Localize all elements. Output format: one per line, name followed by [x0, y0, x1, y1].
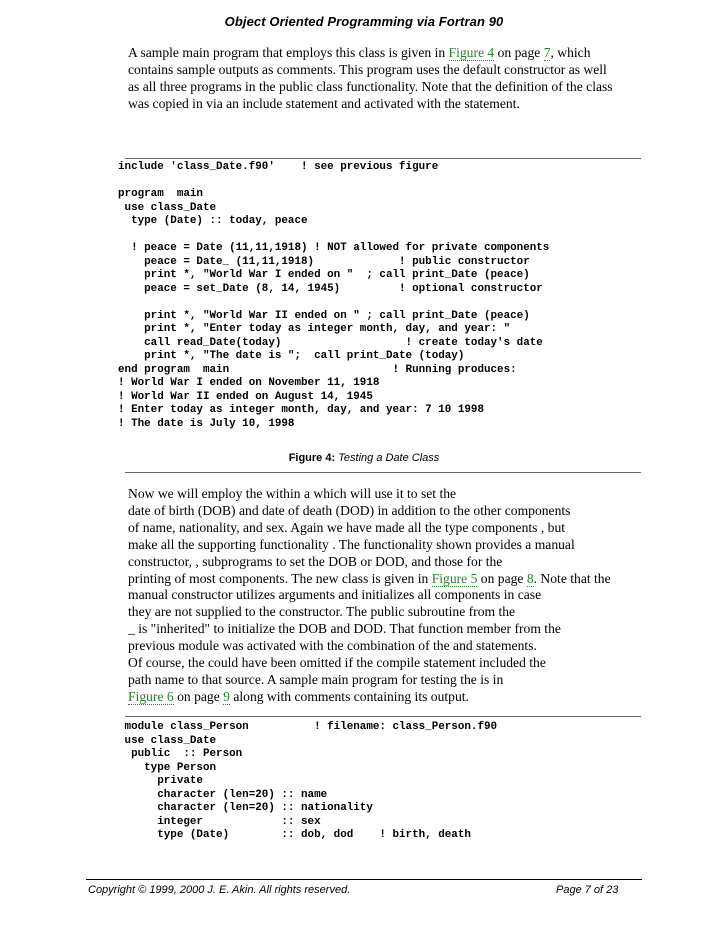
copyright-notice: Copyright © 1999, 2000 J. E. Akin. All rights reserved. — [88, 884, 351, 896]
divider-rule — [125, 716, 641, 717]
text-line: Now we will employ the within a which will use it to set the — [128, 486, 457, 501]
text-span: , which — [550, 45, 591, 60]
person-class-paragraph — [128, 486, 648, 706]
text-line: previous module was activated with the combination of the and statements. — [128, 638, 537, 654]
text-span: along with comments containing its output. — [229, 688, 469, 704]
date-test-code-listing: include 'class_Date.f90' ! see previous figure program main use class_Date type (Date) :: today, peace ! peace = Date (11,11,1918) ! NOT allowed for private components peace = Date_ (11,11,1918) ! public constructor print *, "World War I ended on " ; call print_Date (peace) peace = set_Date (8, 14, 1945) ! optional constructor print *, "World War II ended on " ; call print_Date (peace) print *, "Enter today as integer month, day, and year: " call read_Date(today) ! create today's date print *, "The date is "; call print_Date (today) end program main ! Running produces: ! World War I ended on November 11, 1918 ! World War II ended on August 14, 1945 ! Enter today as integer month, day, and year: 7 10 1998 ! The date is July 10, 1998 — [118, 161, 550, 430]
text-line: was copied in via an include statement and activated with the statement. — [128, 96, 520, 111]
text-line: path name to that source. A sample main program for testing the is in — [128, 671, 504, 687]
text-line: they are not supplied to the constructor. The public subroutine from the — [128, 604, 516, 620]
text-line: make all the supporting functionality . The functionality shown provides a manual — [128, 536, 575, 552]
figure-5-link[interactable]: Figure 5 — [431, 570, 478, 586]
text-span: printing of most components. The new class is given in — [128, 570, 432, 586]
footer-rule — [86, 879, 642, 880]
text-span: . Note that the — [533, 570, 611, 586]
text-line: date of birth (DOB) and date of death (DOD) in addition to the other components — [128, 502, 571, 518]
caption-label: Figure 4: — [288, 452, 336, 464]
figure-4-caption — [0, 452, 728, 464]
text-line: of name, nationality, and sex. Again we have made all the type components , but — [128, 519, 566, 535]
figure-4-link[interactable]: Figure 4 — [448, 45, 495, 60]
divider-rule — [125, 158, 641, 159]
text-span: on page — [494, 45, 544, 60]
intro-paragraph — [128, 44, 648, 112]
person-class-code-listing: module class_Person ! filename: class_Person.f90 use class_Date public :: Person type Person private character (len=20) :: name character (len=20) :: nationality integer :: sex type (Date) :: dob, dod ! birth, death — [124, 721, 498, 841]
divider-rule — [125, 472, 641, 473]
text-line: contains sample outputs as comments. This program uses the default constructor as well — [128, 62, 607, 77]
text-span: on page — [173, 688, 224, 704]
text-line: manual constructor utilizes arguments and initializes all components in case — [128, 587, 542, 603]
figure-6-link[interactable]: Figure 6 — [128, 688, 174, 704]
text-line: constructor, , subprograms to set the DOB or DOD, and those for the — [128, 553, 503, 569]
page-8-link[interactable]: 8 — [526, 570, 534, 586]
text-span: A sample main program that employs this class is given in — [128, 45, 449, 60]
text-span: on page — [477, 570, 527, 586]
running-header: Object Oriented Programming via Fortran 90 — [224, 14, 504, 29]
page-7-link[interactable]: 7 — [543, 45, 551, 60]
page-9-link[interactable]: 9 — [223, 688, 230, 704]
text-line: _ is "inherited" to initialize the DOB and DOD. That function member from the — [128, 621, 561, 637]
text-line: as all three programs in the public class functionality. Note that the definition of the class — [128, 79, 613, 94]
page-number: Page 7 of 23 — [556, 884, 619, 896]
caption-title: Testing a Date Class — [338, 452, 440, 464]
text-line: Of course, the could have been omitted if the compile statement included the — [128, 655, 546, 671]
